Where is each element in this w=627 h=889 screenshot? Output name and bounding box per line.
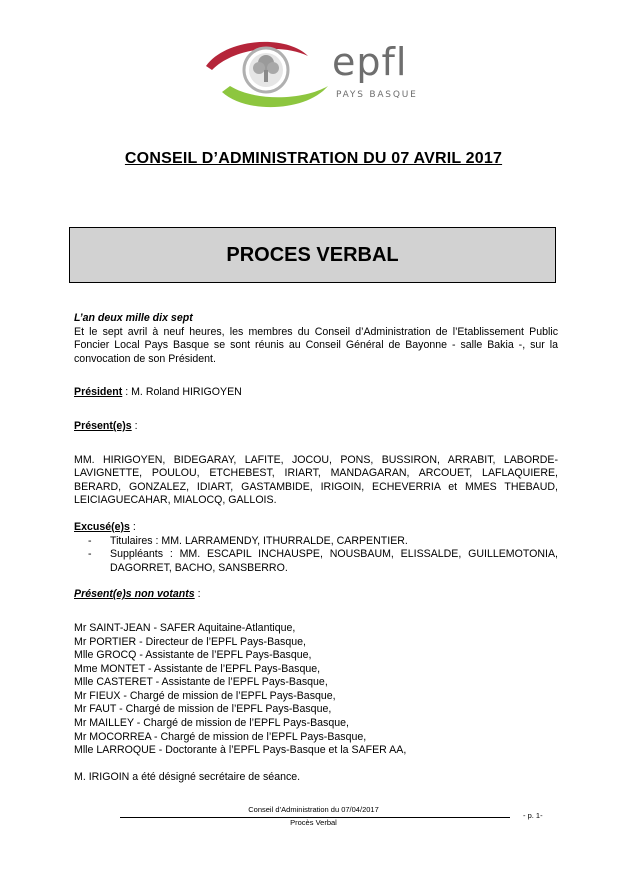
list-item: Mlle CASTERET - Assistante de l’EPFL Pays-Basque, — [74, 676, 328, 689]
document-title: CONSEIL D’ADMINISTRATION DU 07 AVRIL 2017 — [124, 150, 503, 167]
list-item: - Suppléants : MM. ESCAPIL INCHAUSPE, NOUSBAUM, ELISSALDE, GUILLEMOTONIA, DAGORRET, BACHO, SANSBERRO. — [88, 548, 558, 574]
list-item: Mr SAINT-JEAN - SAFER Aquitaine-Atlantique, — [74, 621, 296, 634]
president-label: Président — [74, 386, 123, 399]
list-item: Mlle GROCQ - Assistante de l’EPFL Pays-Basque, — [74, 649, 312, 662]
presents-heading: Présent(e)s : — [74, 419, 138, 432]
list-item: Mlle LARROQUE - Doctorante à l’EPFL Pays-Basque et la SAFER AA, — [74, 744, 407, 757]
document-body — [74, 312, 558, 784]
intro-lead: L’an deux mille dix sept — [74, 312, 193, 324]
footer-meeting: Conseil d’Administration du 07/04/2017 — [248, 805, 379, 814]
logo-subtitle: PAYS BASQUE — [336, 90, 418, 100]
list-item: Mme MONTET - Assistante de l’EPFL Pays-Basque, — [74, 662, 321, 675]
list-item: Mr FIEUX - Chargé de mission de l’EPFL Pays-Basque, — [74, 689, 336, 702]
non-votants-label: Présent(e)s non votants — [74, 588, 195, 601]
list-item: - Titulaires : MM. LARRAMENDY, ITHURRALDE, CARPENTIER. — [88, 534, 408, 547]
presents-label: Présent(e)s — [74, 419, 132, 432]
page-number: - p. 1- — [523, 811, 543, 820]
list-item: Mr FAUT - Chargé de mission de l’EPFL Pays-Basque, — [74, 703, 332, 716]
secretary-line: M. IRIGOIN a été désigné secrétaire de séance. — [74, 770, 301, 783]
excuses-heading: Excusé(e)s : — [74, 520, 136, 533]
list-item: Mr MOCORREA - Chargé de mission de l’EPFL Pays-Basque, — [74, 730, 367, 743]
list-item: Mr PORTIER - Directeur de l’EPFL Pays-Basque, — [74, 635, 306, 648]
list-item: Mr MAILLEY - Chargé de mission de l’EPFL Pays-Basque, — [74, 717, 349, 730]
proces-verbal-box — [69, 227, 556, 283]
excuses-label: Excusé(e)s — [74, 520, 130, 533]
non-votants-heading: Présent(e)s non votants : — [74, 588, 201, 601]
president-value: : M. Roland HIRIGOYEN — [122, 386, 242, 399]
presents-list: MM. HIRIGOYEN, BIDEGARAY, LAFITE, JOCOU, PONS, BUSSIRON, ARRABIT, LABORDE-LAVIGNETTE, POULOU, ETCHEBEST, IRIART, MANDAGARAN, ARCOUET, LAFLAQUIERE, BERARD, GONZALEZ, IDIART, GASTAMBIDE, IRIGOIN, ECHEVERRIA et MMES THEBAUD, LEICIAGUECAHAR, MIALOCQ, GALLOIS. — [74, 453, 558, 507]
intro-text: Et le sept avril à neuf heures, les membres du Conseil d’Administration de l’Etablissement Public Foncier Local Pays Basque se sont réunis au Conseil Général de Bayonne - salle Bakia -, sur la convocation de son Président. — [74, 325, 558, 365]
president-line — [74, 386, 558, 400]
logo-emblem-icon — [196, 30, 336, 112]
non-votants-list — [74, 622, 558, 758]
footer-doc-type: Procès Verbal — [290, 818, 337, 827]
proces-verbal-title: PROCES VERBAL — [226, 243, 399, 266]
epfl-logo — [196, 30, 436, 112]
excuses-list — [74, 535, 558, 576]
logo-wordmark: epfl — [332, 40, 408, 84]
